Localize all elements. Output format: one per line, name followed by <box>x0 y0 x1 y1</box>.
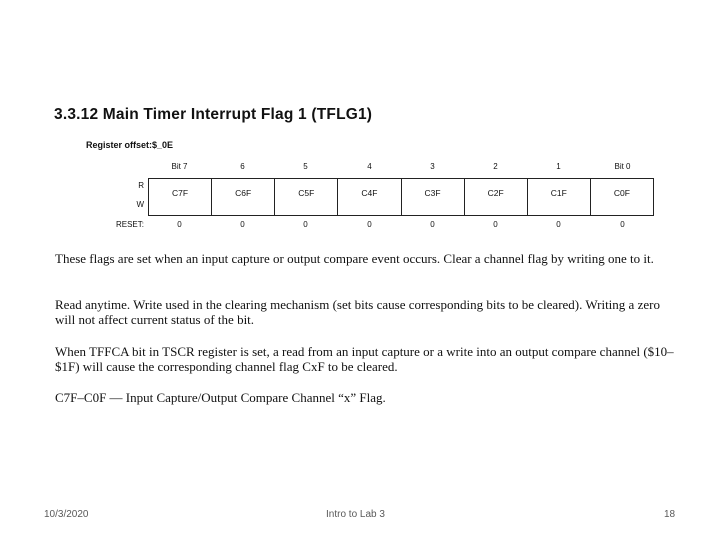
bit-header: 1 <box>556 162 561 171</box>
reset-value: 0 <box>430 220 435 229</box>
paragraph-field-description: C7F–C0F — Input Capture/Output Compare Channel “x” Flag. <box>55 390 386 405</box>
reset-value: 0 <box>556 220 561 229</box>
footer-title: Intro to Lab 3 <box>326 509 385 520</box>
bit-header: 6 <box>240 162 245 171</box>
register-field: C0F <box>613 188 630 198</box>
footer-date: 10/3/2020 <box>44 509 89 520</box>
register-table <box>148 178 654 216</box>
reset-value: 0 <box>177 220 182 229</box>
register-field: C4F <box>338 179 401 215</box>
row-label-write: W <box>136 200 144 209</box>
reset-value: 0 <box>367 220 372 229</box>
section-title: 3.3.12 Main Timer Interrupt Flag 1 (TFLG1) <box>54 106 373 123</box>
register-field: C1F <box>528 179 591 215</box>
bit-header: 5 <box>303 162 308 171</box>
reset-value: 0 <box>240 220 245 229</box>
row-label-reset: RESET: <box>115 220 144 229</box>
reset-value: 0 <box>620 220 625 229</box>
reset-value: 0 <box>303 220 308 229</box>
bit-header: 3 <box>430 162 435 171</box>
register-field: C5F <box>275 179 338 215</box>
footer-page-number: 18 <box>664 509 676 520</box>
register-field: C3F <box>402 179 465 215</box>
bit-header: 2 <box>493 162 498 171</box>
register-field: C7F <box>149 179 212 215</box>
paragraph-flag-description: These flags are set when an input capture or output compare event occurs. Clear a channel flag by writing one to it. <box>55 251 654 266</box>
bit-header: Bit 0 <box>614 162 631 171</box>
paragraph-tffca: When TFFCA bit in TSCR register is set, a read from an input capture or a write into an output compare channel ($10–$1F) will cause the corresponding channel flag CxF to be cleared. <box>55 344 674 374</box>
register-field: C6F <box>212 179 275 215</box>
bit-header: 4 <box>367 162 372 171</box>
register-offset: Register offset:$_0E <box>86 140 174 150</box>
register-field: C2F <box>465 179 528 215</box>
reset-value: 0 <box>493 220 498 229</box>
row-label-read: R <box>138 181 144 190</box>
bit-header: Bit 7 <box>171 162 188 171</box>
paragraph-read-write: Read anytime. Write used in the clearing mechanism (set bits cause corresponding bits to be cleared). Writing a zero will not affect current status of the bit. <box>55 297 660 327</box>
